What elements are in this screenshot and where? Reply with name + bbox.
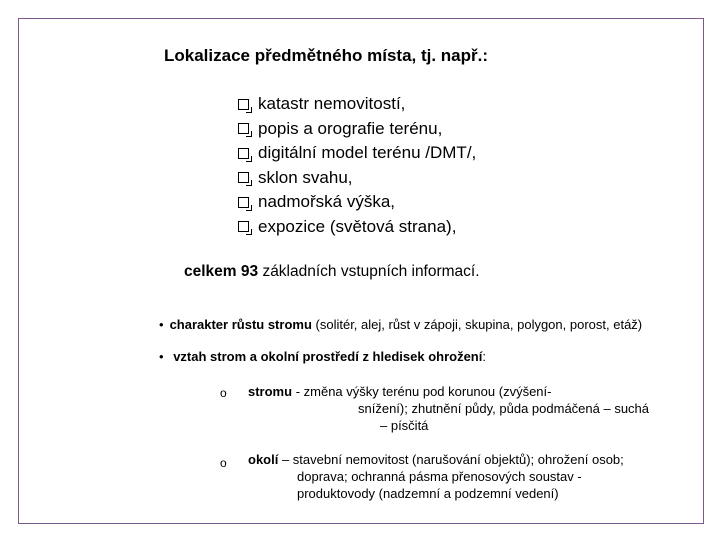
list-item-text: popis a orografie terénu, <box>258 118 443 138</box>
list-item <box>238 117 476 142</box>
checkbox-bullet-icon <box>238 197 249 208</box>
subitem-text: – stavební nemovitost (narušování objektů); ohrožení osob; <box>281 452 624 467</box>
subitem-surroundings-line3: produktovody (nadzemní a podzemní vedení) <box>297 486 559 501</box>
bullet-icon: • <box>159 349 164 364</box>
list-item-text: katastr nemovitostí, <box>258 94 406 114</box>
subitem-tree-line3: – písčitá <box>380 418 429 433</box>
list-item-text: sklon svahu, <box>258 167 353 187</box>
checkbox-bullet-icon <box>238 123 249 134</box>
list-item <box>238 215 476 240</box>
bullet-text: : <box>482 349 486 364</box>
list-item <box>238 166 476 191</box>
bullet-icon: • <box>159 317 164 332</box>
checklist <box>238 92 476 239</box>
list-item <box>238 190 476 215</box>
subitem-surroundings-line2: doprava; ochranná pásma přenosových soustav - <box>297 469 582 484</box>
list-item-text: nadmořská výška, <box>258 192 395 212</box>
subitem-text: - změna výšky terénu pod korunou (zvýšení- <box>295 384 552 399</box>
sub-bullet-icon: o <box>220 386 227 400</box>
subitem-bold-text: okolí <box>248 452 279 467</box>
bullet-tree-environment <box>159 349 486 364</box>
summary-line <box>184 263 480 281</box>
checkbox-bullet-icon <box>238 221 249 232</box>
subitem-surroundings-line1 <box>248 451 624 468</box>
bullet-growth-character <box>159 317 642 332</box>
bullet-bold-text: charakter růstu stromu <box>169 317 312 332</box>
checkbox-bullet-icon <box>238 148 249 159</box>
subitem-tree-line1 <box>248 383 551 400</box>
bullet-bold-text: vztah strom a okolní prostředí z hledisek ohrožení <box>173 349 483 364</box>
checkbox-bullet-icon <box>238 99 249 110</box>
list-item-text: digitální model terénu /DMT/, <box>258 143 477 163</box>
list-item <box>238 141 476 166</box>
bullet-text: (solitér, alej, růst v zápoji, skupina, polygon, porost, etáž) <box>315 317 643 332</box>
checkbox-bullet-icon <box>238 172 249 183</box>
subitem-tree-line2: snížení); zhutnění půdy, půda podmáčená – suchá <box>358 401 650 416</box>
summary-count: celkem 93 <box>184 263 259 280</box>
subitem-bold-text: stromu <box>248 384 293 399</box>
summary-text: základních vstupních informací. <box>262 263 480 280</box>
sub-bullet-icon: o <box>220 456 227 470</box>
page-title: Lokalizace předmětného místa, tj. např.: <box>164 46 489 65</box>
list-item-text: expozice (světová strana), <box>258 216 457 236</box>
list-item <box>238 92 476 117</box>
